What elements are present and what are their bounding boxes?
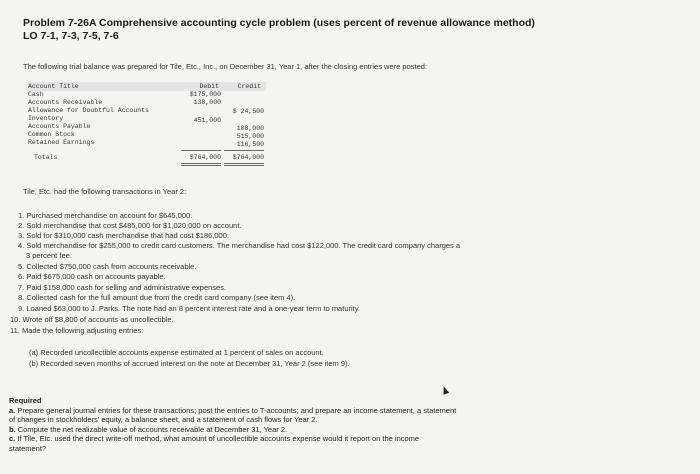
- debit-double-rule-2: [181, 165, 221, 166]
- adjustment-b: (b) Recorded seven months of accrued interest on the note at December 31, Year 2 (see item 9).: [29, 359, 350, 368]
- list-item: 7. Paid $158,000 cash for selling and administrative expenses.: [18, 283, 227, 292]
- totals-credit: $764,000: [232, 154, 264, 161]
- required-section: [9, 396, 456, 454]
- list-item: 9. Loaned $63,000 to J. Parks. The note had an 8 percent interest rate and a one-year term to maturity.: [18, 304, 361, 313]
- totals-debit: $764,000: [189, 154, 221, 161]
- required-line: statement?: [9, 443, 47, 453]
- list-item: 5. Collected $750,000 cash from accounts receivable.: [18, 262, 197, 271]
- row-debit: 451,000: [193, 117, 221, 124]
- required-line: b. Compute the net realizable value of accounts receivable at December 31, Year 2.: [9, 424, 288, 434]
- required-line: a. Prepare general journal entries for these transactions; post the entries to T-accounts; and prepare an income statement, a statement: [9, 405, 457, 415]
- row-title: Common Stock: [28, 131, 75, 138]
- row-title: Inventory: [28, 115, 64, 122]
- col-debit: Debit: [199, 83, 219, 90]
- list-item: 4. Sold merchandise for $255,000 to credit card customers. The merchandise had cost $122,000. The credit card company charges a: [18, 241, 461, 250]
- list-item: 11. Made the following adjusting entries:: [10, 326, 144, 335]
- adjustment-a: (a) Recorded uncollectible accounts expense estimated at 1 percent of sales on account.: [29, 348, 324, 357]
- row-title: Accounts Payable: [28, 123, 91, 130]
- required-line: c. If Tile, Etc. used the direct write-off method, what amount of uncollectible accounts expense would it report on the income: [9, 434, 420, 444]
- required-line: of changes in stockholders' equity, a balance sheet, and a statement of cash flows for Year 2.: [9, 415, 318, 425]
- row-title: Cash: [28, 91, 44, 98]
- title-line-1: Problem 7-26A Comprehensive accounting cycle problem (uses percent of revenue allowance method): [23, 17, 535, 29]
- list-item-continuation: 3 percent fee.: [26, 251, 72, 260]
- list-item: 10. Wrote off $8,800 of accounts as uncollectible.: [10, 315, 174, 324]
- trial-balance-table: [24, 80, 267, 166]
- row-title: Retained Earnings: [28, 139, 95, 146]
- credit-double-rule-1: [224, 163, 264, 164]
- list-item: 1. Purchased merchandise on account for $645,000.: [18, 211, 193, 220]
- debit-total-rule: [181, 150, 221, 151]
- transactions-heading: Tile, Etc. had the following transactions in Year 2:: [23, 187, 187, 196]
- debit-double-rule-1: [181, 163, 221, 164]
- row-title: Allowance for Doubtful Accounts: [28, 107, 149, 114]
- mouse-cursor-icon: [441, 385, 449, 395]
- row-credit: 108,000: [236, 125, 264, 132]
- required-heading: Required: [9, 396, 42, 405]
- row-debit: 138,000: [193, 99, 221, 106]
- title-line-2: LO 7-1, 7-3, 7-5, 7-6: [23, 30, 119, 42]
- row-credit: 116,500: [236, 141, 264, 148]
- intro-text: The following trial balance was prepared for Tile, Etc., Inc., on December 31, Year 1, after the closing entries were posted:: [23, 62, 427, 71]
- list-item: 3. Sold for $310,000 cash merchandise that had cost $186,000.: [18, 231, 229, 240]
- col-credit: Credit: [237, 83, 261, 90]
- row-title: Accounts Receivable: [28, 99, 103, 106]
- totals-label: Totals: [34, 154, 58, 161]
- problem-title: [23, 17, 535, 43]
- credit-double-rule-2: [224, 165, 264, 166]
- row-credit: $ 24,500: [232, 108, 264, 115]
- row-debit: $175,000: [189, 91, 221, 98]
- credit-total-rule: [224, 150, 264, 151]
- row-credit: 515,000: [236, 133, 264, 140]
- list-item: 2. Sold merchandise that cost $485,000 for $1,020,000 on account.: [18, 221, 242, 230]
- list-item: 8. Collected cash for the full amount due from the credit card company (see item 4).: [18, 293, 296, 302]
- col-account-title: Account Title: [28, 83, 79, 90]
- list-item: 6. Paid $675,000 cash on accounts payable.: [18, 272, 166, 281]
